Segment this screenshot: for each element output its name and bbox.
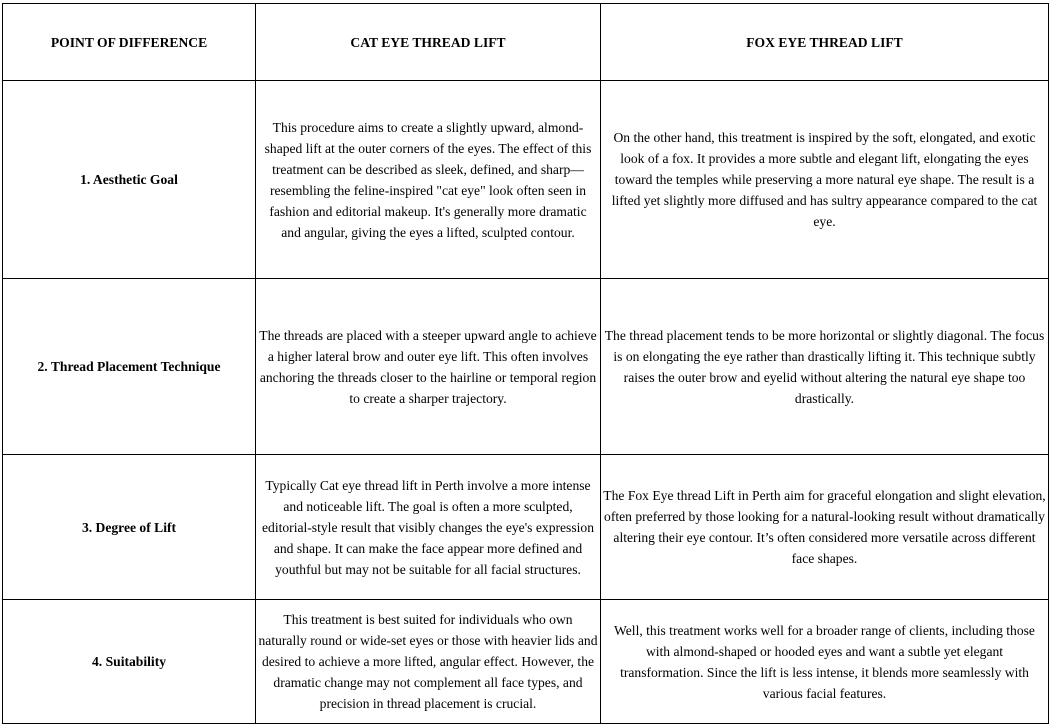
- cat-eye-cell: This treatment is best suited for individuals who own naturally round or wide-set eyes or those with heavier lids and desired to achieve a more lifted, angular effect. However, the dramatic change may not complement all face types, and precision in thread placement is crucial.: [256, 600, 601, 724]
- row-label-thread-placement: 2. Thread Placement Technique: [3, 279, 256, 455]
- cat-eye-cell: The threads are placed with a steeper upward angle to achieve a higher lateral brow and outer eye lift. This often involves anchoring the threads closer to the hairline or temporal region to create a sharper trajectory.: [256, 279, 601, 455]
- table-row: [3, 279, 1049, 455]
- fox-eye-cell: Well, this treatment works well for a broader range of clients, including those with almond-shaped or hooded eyes and want a subtle yet elegant transformation. Since the lift is less intense, it blends more seamlessly with various facial features.: [601, 600, 1049, 724]
- table-row: [3, 81, 1049, 279]
- cat-eye-cell: This procedure aims to create a slightly upward, almond-shaped lift at the outer corners of the eyes. The effect of this treatment can be described as sleek, defined, and sharp—resembling the feline-inspired "cat eye" look often seen in fashion and editorial makeup. It's generally more dramatic and angular, giving the eyes a lifted, sculpted contour.: [256, 81, 601, 279]
- row-label-degree-of-lift: 3. Degree of Lift: [3, 455, 256, 600]
- row-label-suitability: 4. Suitability: [3, 600, 256, 724]
- table-row: [3, 455, 1049, 600]
- table-row: [3, 600, 1049, 724]
- comparison-table: [2, 3, 1049, 724]
- header-fox-eye: FOX EYE THREAD LIFT: [601, 4, 1049, 81]
- header-cat-eye: CAT EYE THREAD LIFT: [256, 4, 601, 81]
- fox-eye-cell: The Fox Eye thread Lift in Perth aim for graceful elongation and slight elevation, often preferred by those looking for a natural-looking result without dramatically altering their eye contour. It’s often considered more versatile across different face shapes.: [601, 455, 1049, 600]
- fox-eye-cell: The thread placement tends to be more horizontal or slightly diagonal. The focus is on elongating the eye rather than drastically lifting it. This technique subtly raises the outer brow and eyelid without altering the natural eye shape too drastically.: [601, 279, 1049, 455]
- header-row: [3, 4, 1049, 81]
- row-label-aesthetic-goal: 1. Aesthetic Goal: [3, 81, 256, 279]
- fox-eye-cell: On the other hand, this treatment is inspired by the soft, elongated, and exotic look of a fox. It provides a more subtle and elegant lift, elongating the eyes toward the temples while preserving a more natural eye shape. The result is a lifted yet slightly more diffused and has sultry appearance compared to the cat eye.: [601, 81, 1049, 279]
- cat-eye-cell: Typically Cat eye thread lift in Perth involve a more intense and noticeable lift. The goal is often a more sculpted, editorial-style result that visibly changes the eye's expression and shape. It can make the face appear more defined and youthful but may not be suitable for all facial structures.: [256, 455, 601, 600]
- header-point-of-difference: POINT OF DIFFERENCE: [3, 4, 256, 81]
